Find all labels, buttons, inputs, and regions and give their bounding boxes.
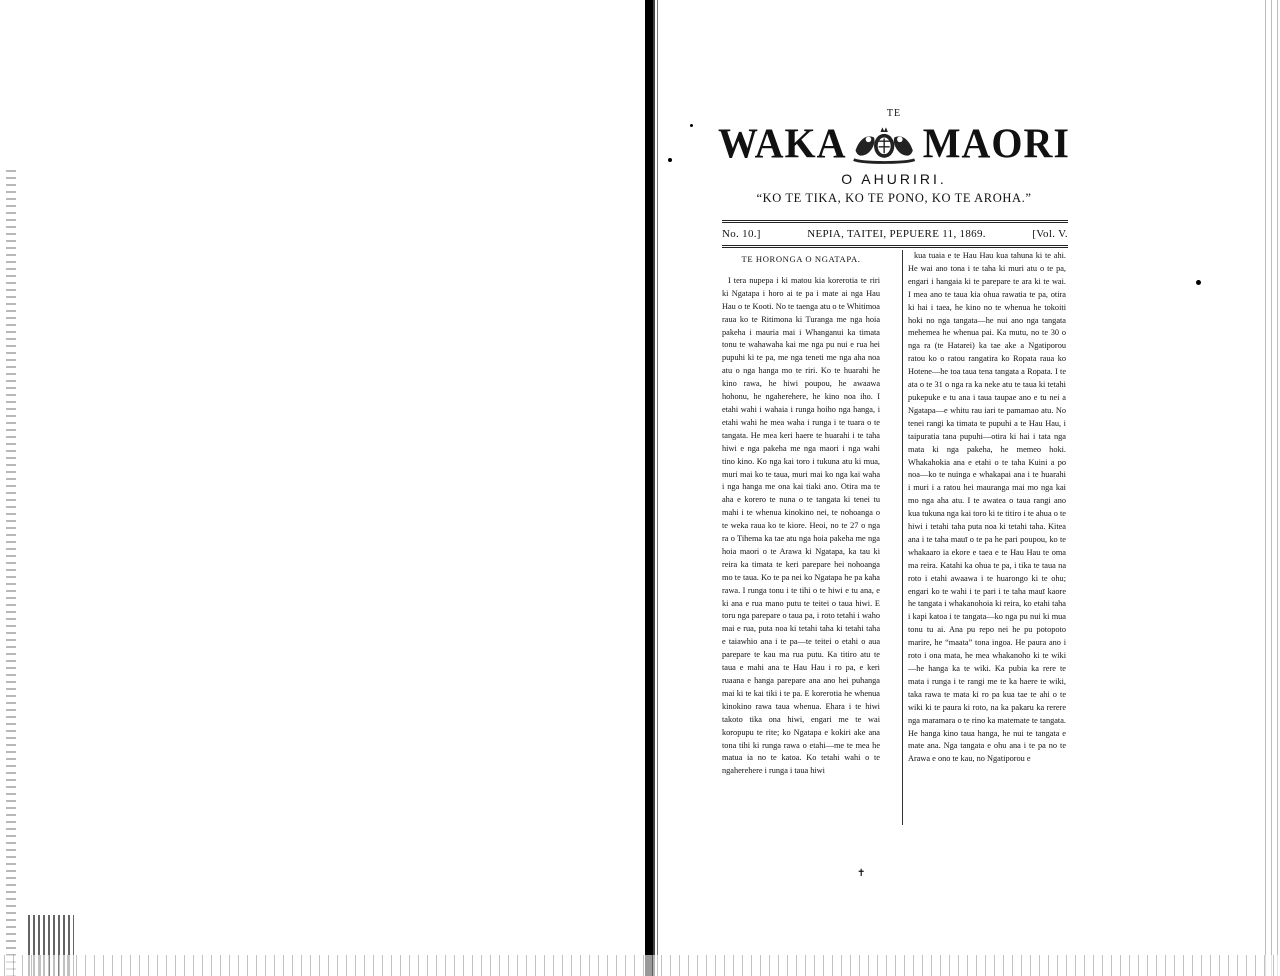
left-page-edge (6, 170, 16, 976)
masthead-title (718, 120, 1070, 168)
article-column-left (722, 250, 880, 778)
article-text-left: I tera nupepa i ki matou kia korerotia te riri ki Ngatapa i horo ai te pa i mate ai nga Hau Hau o te Kooti. No te taenga atu o te Whitimoa raua ko te Ritimona ki Turanga me nga hoia pakeha i mauria mai i Whanganui ka timata tonu te wahawaha kai me nga pu nui e rua hei pupuhi ki te pa, me nga teneti me nga aha noa atu o nga hanga mo te riri. Ko te huarahi he kino rawa, he hiwi poupou, he awaawa hohonu, he ngaherehere, he kino noa iho. I etahi wahi i wahaia i runga hoiho nga hanga, i etahi wahi he mea waha i runga i te tuara o te tangata. He mea keri haere te huarahi i te taha hiwi e nga pakeha me nga maori i nga wahi tino kino. Ko nga kai toro i tukuna atu ki mua, muri mai ko te taua, muri mai ko nga kai waha i nga hanga me ona kai tiaki ano. Otira ma te aha e korero te nuna o te tangata ki tenei tu mahi i te whenua kinokino nei, te nohoanga o te weka raua ko te kiore. Heoi, no te 27 o nga ra o Tihema ka tae atu nga hoia pakeha me nga hoia maori o te Arawa ki Ngatapa, ka tau ki reira ka timata te keri parepare hei nohoanga mo te taua. Ko te pa nei ko Ngatapa he pa kaha rawa. I runga tonu i te tihi o te hiwi e tu ana, e ki ana e rua mano putu te teitei o taua hiwi. E toru nga parepare o taua pa, i roto tetahi i waho mai e rua, puta noa ki tetahi taha ki tetahi taha e taiawhio ana i te pa—te teitei o etahi o aua parepare te kau ma rua putu. Ka titiro atu te taua e mahi ana te Hau Hau i ro pa, e keri ruaana e hanga parepare ana ano hei puhanga mai ki te kai tiki i te pa. E korerotia he whenua kinokino rawa taua whenua. Ehara i te hiwi takoto tika ona hiwi, engari me te wai koropupu te rite; ko Ngatapa e kokiri ake ana tona tihi ki runga rawa o etahi—me te mea he matua ia no te katoa. Ko tetahi wahi o te ngaherehere i runga i taua hiwi (722, 275, 880, 776)
scan-speck (668, 158, 672, 162)
masthead-subtitle: O AHURIRI. (841, 171, 947, 187)
book-gutter (645, 0, 665, 976)
issue-volume: [Vol. V. (1032, 228, 1068, 240)
issue-bar (722, 220, 1068, 248)
scan-speck (690, 124, 693, 127)
issue-dateline: NEPIA, TAITEI, PEPUERE 11, 1869. (807, 228, 986, 240)
bottom-page-edge (0, 955, 1280, 976)
royal-coat-of-arms-icon (850, 121, 918, 167)
column-rule (902, 250, 903, 825)
masthead-motto: “KO TE TIKA, KO TE PONO, KO TE AROHA.” (756, 191, 1032, 205)
masthead (718, 108, 1070, 206)
article-text-right: kua tuaia e te Hau Hau kua tahuna ki te ahi. He wai ano tona i te taha ki muri atu o te pa, engari i hangaia ki te parepare te ara ki te wai. I mea ano te taua kia ohua rawatia te pa, otira ki hai i taea, he kino no te whenua he tokoiti hoki no nga tangata—he nui ano nga tangata mehemea he whenua pai. Ka mutu, no te 30 o nga ra (te Hatarei) ka tae ake a Ngatiporou ratou ko o ratou rangatira ko Ropata raua ko Hotene—he toa taua tena tangata a Ropata. I te ata o te 31 o nga ra ka neke atu te taua ki tetahi pukepuke e tu ana i taua taupae ano e tu nei a Ngatapa—e whitu rau iari te pamamao atu. No tenei rangi ka timata te pupuhi a te Hau Hau, i taipuratia tana pupuhi—otira ki hai i tata nga mata ki nga pakeha, he memeo hoki. Whakahokia ana e etahi o te taha Kuini a po noa—ko te nuinga e whakapai ana i te huarahi i muri i a ratou hei mauranga mai mo nga kai mo nga aha atu. I te awatea o taua rangi ano kua tukuna nga kai toro ki te titiro i te ahua o te hiwi i tetahi taha puta noa ki tetahi taha. Kitea ana i te taha mauī o te pa he pari poupou, ko te whakaaro ia ekore e taea e te Hau Hau te oma ma reira. Katahi ka ohua te pa, i tika te taua na roto i etahi awaawa i te huarongo ki te ohu; engari ko te wahi i te pari i te taha mauī kaore he tangata i whakanohoia ki reira, ko etahi taha i kapi katoa i te tangata—ko nga pu nui ki mua tonu tu ai. Ana pu repo nei he pu potopoto marire, he “maata” tona ingoa. He paura ano i roto i ona mata, he mea whakanoho ki te wiki—he hanga ka te wiki. Ka pubia ka rere te mata i runga i te rangi me te ka haere te wiki, taka rawa te mata ki ro pa kua tae te ahi o te wiki ki te paura ki roto, na ka pakaru ka rerere nga maramara o te rino ka matemate te tangata. He hanga kino taua hanga, he nui te tangata e mate ana. Nga tangata e ohu ana i te pa no te Arawa e ono te kau, no Ngatiporou e (908, 251, 1066, 764)
page-ornament: ✝ (857, 868, 866, 879)
article-heading: TE HORONGA O NGATAPA. (741, 254, 861, 264)
issue-number: No. 10.] (722, 228, 761, 240)
right-page-edge (1262, 0, 1280, 976)
title-maori: MAORI (922, 119, 1070, 168)
scan-speck (1196, 280, 1201, 285)
article-column-right (908, 250, 1066, 766)
title-waka: WAKA (718, 119, 847, 168)
masthead-te: TE (886, 108, 902, 119)
